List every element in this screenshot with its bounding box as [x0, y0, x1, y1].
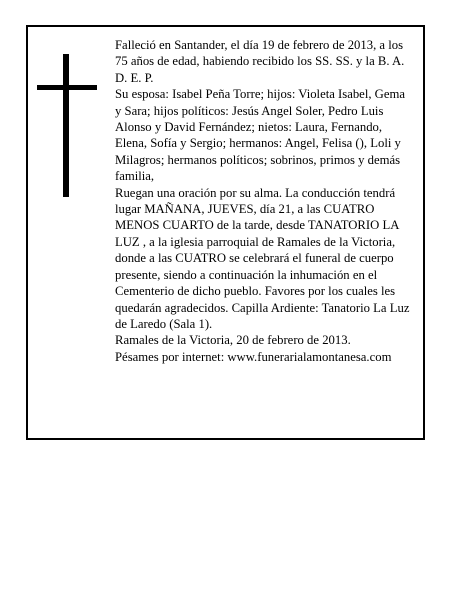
cross-vertical-bar [63, 54, 69, 197]
rip-line: D. E. P. [115, 70, 154, 85]
cross-horizontal-bar [37, 85, 97, 90]
place-date: Ramales de la Victoria, 20 de febrero de 2013. [115, 333, 351, 348]
obituary-text [115, 37, 411, 365]
cross-icon [37, 54, 97, 197]
death-announcement: Falleció en Santander, el día 19 de febrero de 2013, a los 75 años de edad, habiendo recibido los SS. SS. y la B. A. [115, 38, 405, 69]
family-list: Su esposa: Isabel Peña Torre; hijos: Violeta Isabel, Gema y Sara; hijos políticos: Jesús Angel Soler, Pedro Luis Alonso y David Fernández; nietos: Laura, Fernando, Elena, Sofía y Sergio; hermanos: Angel, Felisa (), Loli y Milagros; hermanos políticos; sobrinos, primos y demás familia, [115, 87, 405, 184]
funeral-details: Ruegan una oración por su alma. La conducción tendrá lugar MAÑANA, JUEVES, día 21, a las CUATRO MENOS CUARTO de la tarde, desde TANATORIO LA LUZ , a la iglesia parroquial de Ramales de la Victoria, donde a las CUATRO se celebrará el funeral de cuerpo presente, siendo a continuación la inhumación en el Cementerio de dicho pueblo. Favores por los cuales les quedarán agradecidos. Capilla Ardiente: Tanatorio La Luz de Laredo (Sala 1). [115, 185, 410, 331]
condolences-line: Pésames por internet: www.funerarialamontanesa.com [115, 349, 392, 364]
